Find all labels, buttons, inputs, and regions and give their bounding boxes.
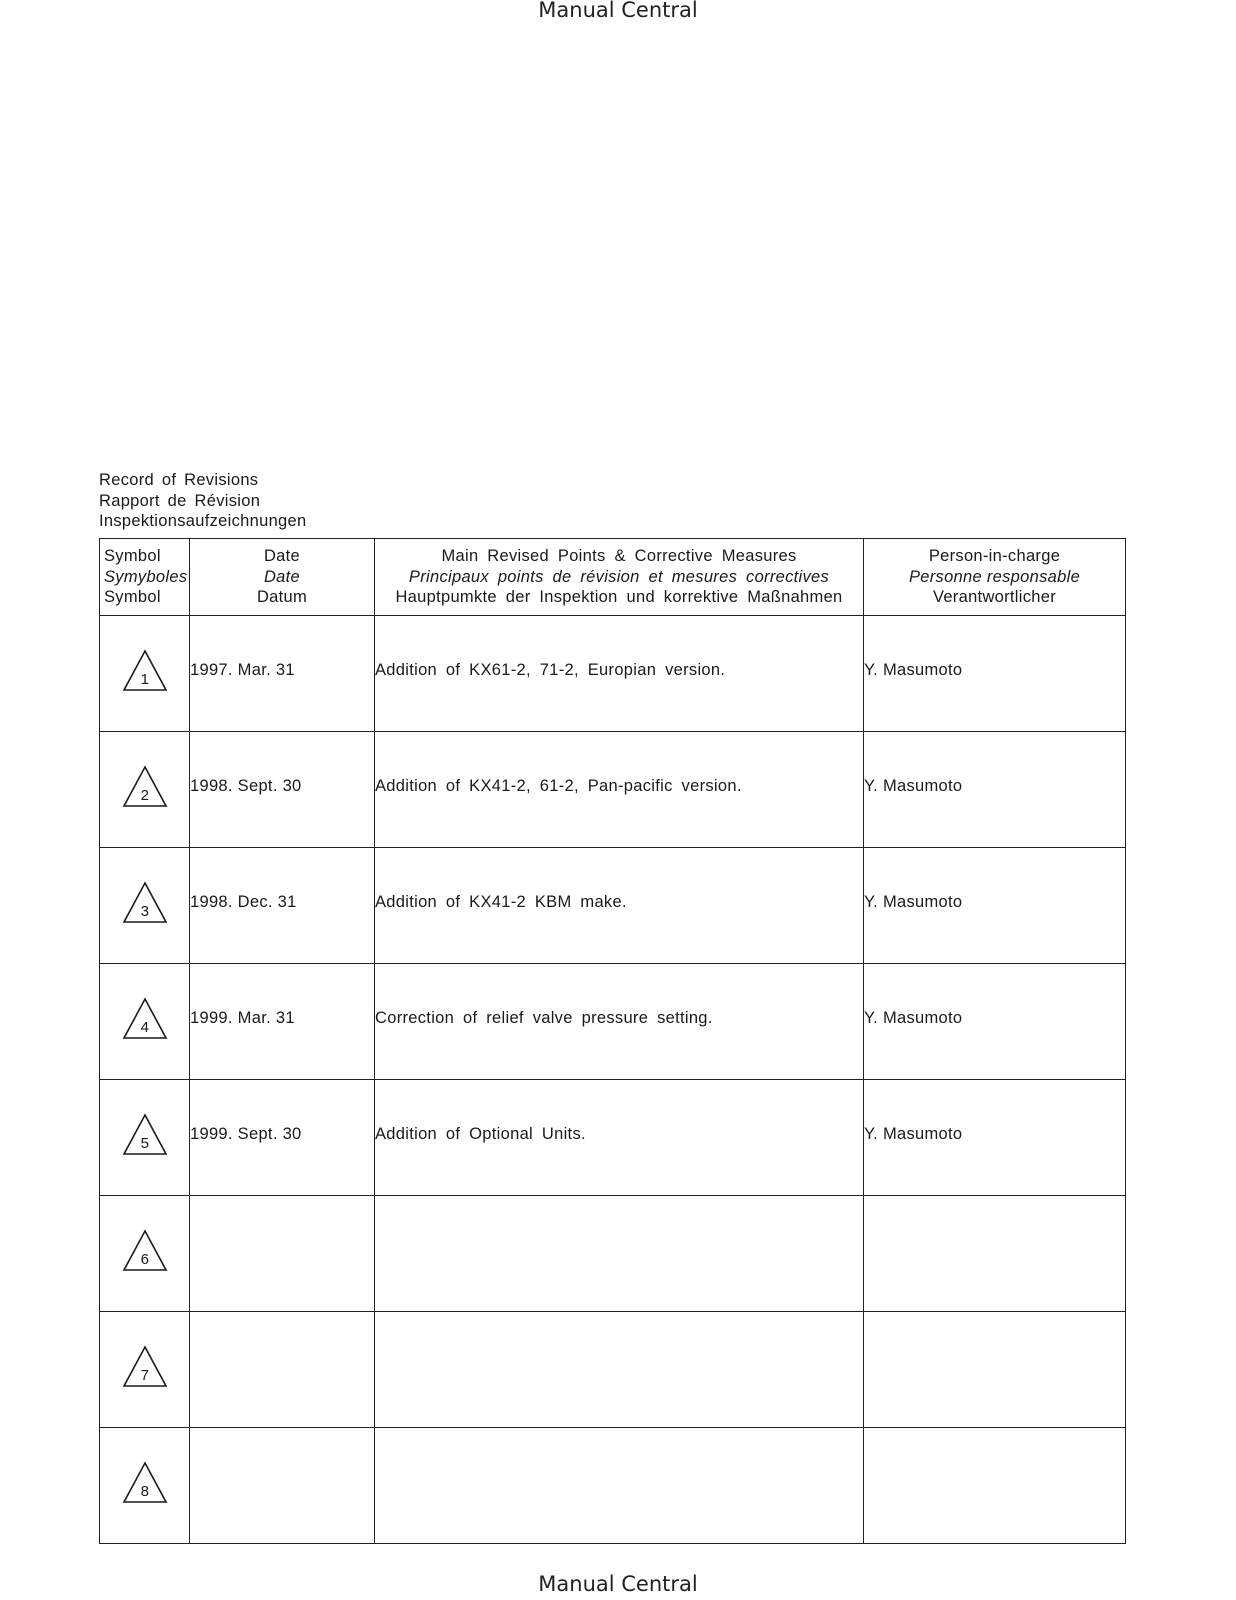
revision-symbol-cell — [100, 848, 190, 964]
header-main-fr: Principaux points de révision et mesures correctives — [408, 567, 830, 586]
header-date — [190, 539, 375, 616]
header-symbol — [100, 539, 190, 616]
revision-row — [100, 964, 1126, 1080]
revision-row — [100, 732, 1126, 848]
revision-date: 1999. Sept. 30 — [190, 1080, 375, 1196]
header-date-en: Date — [263, 547, 301, 566]
revision-date — [190, 1428, 375, 1544]
revision-symbol-cell — [100, 732, 190, 848]
title-german: Inspektionsaufzeichnungen — [99, 512, 307, 530]
revision-person: Y. Masumoto — [864, 848, 1126, 964]
revision-symbol-number: 4 — [140, 1019, 149, 1036]
header-symbol-fr: Symyboles — [104, 567, 188, 586]
revision-description: Correction of relief valve pressure setting. — [375, 964, 864, 1080]
title-english: Record of Revisions — [99, 471, 259, 489]
revision-description — [375, 1312, 864, 1428]
header-person — [864, 539, 1126, 616]
header-symbol-de: Symbol — [104, 588, 161, 607]
revision-row — [100, 848, 1126, 964]
revision-row — [100, 1312, 1126, 1428]
revision-date: 1998. Sept. 30 — [190, 732, 375, 848]
revision-person — [864, 1196, 1126, 1312]
revision-triangle-icon — [121, 1345, 169, 1389]
revision-person — [864, 1312, 1126, 1428]
revision-description — [375, 1196, 864, 1312]
table-header-row — [100, 539, 1126, 616]
revision-person: Y. Masumoto — [864, 964, 1126, 1080]
header-main-en: Main Revised Points & Corrective Measures — [441, 547, 797, 566]
revision-description — [375, 1428, 864, 1544]
revision-triangle-icon — [121, 881, 169, 925]
revision-symbol-cell — [100, 1428, 190, 1544]
revision-description: Addition of Optional Units. — [375, 1080, 864, 1196]
revision-symbol-number: 7 — [140, 1367, 149, 1384]
revision-person: Y. Masumoto — [864, 732, 1126, 848]
header-person-en: Person-in-charge — [928, 547, 1061, 566]
header-symbol-en: Symbol — [104, 547, 161, 566]
header-date-fr: Date — [263, 567, 301, 586]
revision-person: Y. Masumoto — [864, 616, 1126, 732]
header-date-de: Datum — [256, 588, 308, 607]
revision-person: Y. Masumoto — [864, 1080, 1126, 1196]
revision-triangle-icon — [121, 1113, 169, 1157]
header-main-de: Hauptpumkte der Inspektion und korrektive Maßnahmen — [395, 588, 843, 607]
revision-triangle-icon — [121, 649, 169, 693]
revision-description: Addition of KX61-2, 71-2, Europian version. — [375, 616, 864, 732]
revision-date — [190, 1312, 375, 1428]
revision-symbol-cell — [100, 1312, 190, 1428]
header-main-points — [375, 539, 864, 616]
revision-symbol-cell — [100, 964, 190, 1080]
revision-row — [100, 1196, 1126, 1312]
revision-row — [100, 1428, 1126, 1544]
header-person-fr: Personne responsable — [908, 567, 1081, 586]
revision-date: 1999. Mar. 31 — [190, 964, 375, 1080]
revision-symbol-number: 6 — [140, 1251, 149, 1268]
revision-symbol-number: 3 — [140, 903, 149, 920]
revision-date: 1998. Dec. 31 — [190, 848, 375, 964]
revision-date: 1997. Mar. 31 — [190, 616, 375, 732]
revision-symbol-number: 8 — [140, 1483, 149, 1500]
title-french: Rapport de Révision — [99, 491, 261, 510]
header-person-de: Verantwortlicher — [932, 588, 1057, 607]
title-block — [99, 470, 306, 532]
revision-triangle-icon — [121, 1229, 169, 1273]
revision-symbol-number: 1 — [140, 671, 149, 688]
revision-triangle-icon — [121, 765, 169, 809]
header-watermark: Manual Central — [538, 0, 698, 22]
revision-symbol-cell — [100, 616, 190, 732]
revision-row — [100, 616, 1126, 732]
revision-date — [190, 1196, 375, 1312]
revision-description: Addition of KX41-2, 61-2, Pan-pacific version. — [375, 732, 864, 848]
revision-symbol-number: 2 — [140, 787, 149, 804]
revision-triangle-icon — [121, 1461, 169, 1505]
revision-row — [100, 1080, 1126, 1196]
revision-person — [864, 1428, 1126, 1544]
revision-symbol-number: 5 — [140, 1135, 149, 1152]
revision-table — [99, 538, 1126, 1544]
revision-description: Addition of KX41-2 KBM make. — [375, 848, 864, 964]
footer-watermark: Manual Central — [538, 1572, 698, 1596]
revision-symbol-cell — [100, 1196, 190, 1312]
revision-triangle-icon — [121, 997, 169, 1041]
revision-symbol-cell — [100, 1080, 190, 1196]
